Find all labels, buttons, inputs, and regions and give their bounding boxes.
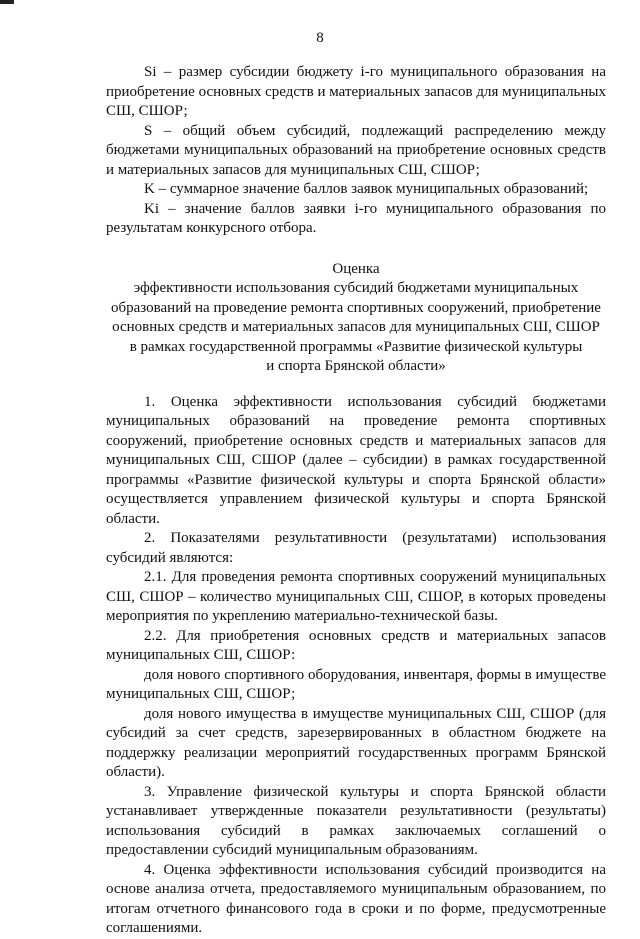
paragraph-2-2: 2.2. Для приобретения основных средств и материальных запасов муниципальных СШ, СШОР:	[106, 627, 606, 663]
paragraph-2: 2. Показателями результативности (результатами) использования субсидий являются:	[106, 530, 606, 566]
paragraph-3: 3. Управление физической культуры и спорта Брянской области устанавливает утвержденные показатели результативности (результаты) использования субсидий в рамках заключаемых соглашений о предоставлении субсидий муниципальным образованиям.	[106, 783, 606, 858]
definition-ki: Ki – значение баллов заявки i-го муниципального образования по результатам конкурсного отбора.	[106, 200, 606, 236]
definition-k: K – суммарное значение баллов заявок муниципальных образований;	[144, 181, 589, 197]
paragraph-2-2-item-1: доля нового спортивного оборудования, инвентаря, формы в имуществе муниципальных СШ, СШОР;	[106, 666, 606, 702]
heading-line: эффективности использования субсидий бюджетами муниципальных	[133, 280, 579, 296]
heading-title: Оценка	[332, 260, 380, 277]
paragraph-2-2-item-2: доля нового имущества в имуществе муниципальных СШ, СШОР (для субсидий за счет средств, зарезервированных в областном бюджете на поддержку реализации мероприятий государственных программ Брянской области).	[106, 705, 606, 780]
definition-s: S – общий объем субсидий, подлежащий распределению между бюджетами муниципальных образований на приобретение основных средств и материальных запасов для муниципальных СШ, СШОР;	[106, 122, 606, 178]
scan-corner-mark	[0, 0, 14, 4]
page-number: 8	[316, 30, 324, 46]
heading-line: образований на проведение ремонта спортивных сооружений, приобретение	[111, 299, 601, 316]
heading-line: в рамках государственной программы «Развитие физической культуры	[129, 338, 583, 355]
document-body	[106, 63, 606, 939]
paragraph-2-1: 2.1. Для проведения ремонта спортивных сооружений муниципальных СШ, СШОР – количество муниципальных СШ, СШОР, в которых проведены мероприятия по укреплению материально-технической базы.	[106, 569, 606, 624]
definition-si: Si – размер субсидии бюджету i-го муниципального образования на приобретение основных средств и материальных запасов для муниципальных СШ, СШОР;	[106, 64, 606, 119]
section-heading	[106, 260, 606, 377]
paragraph-1: 1. Оценка эффективности использования субсидий бюджетами муниципальных образований на проведение ремонта спортивных сооружений, приобретение основных средств и материальных запасов для муниципальных СШ, СШОР (далее – субсидии) в рамках государственной программы «Развитие физической культуры и спорта Брянской области» осуществляется управлением физической культуры и спорта Брянской области.	[106, 393, 606, 527]
paragraph-4: 4. Оценка эффективности использования субсидий производится на основе анализа отчета, предоставляемого муниципальным образованием, по итогам отчетного финансового года в сроки и по форме, предусмотренные соглашениями.	[106, 861, 606, 936]
heading-line: и спорта Брянской области»	[266, 358, 446, 374]
heading-line: основных средств и материальных запасов для муниципальных СШ, СШОР	[112, 319, 600, 335]
